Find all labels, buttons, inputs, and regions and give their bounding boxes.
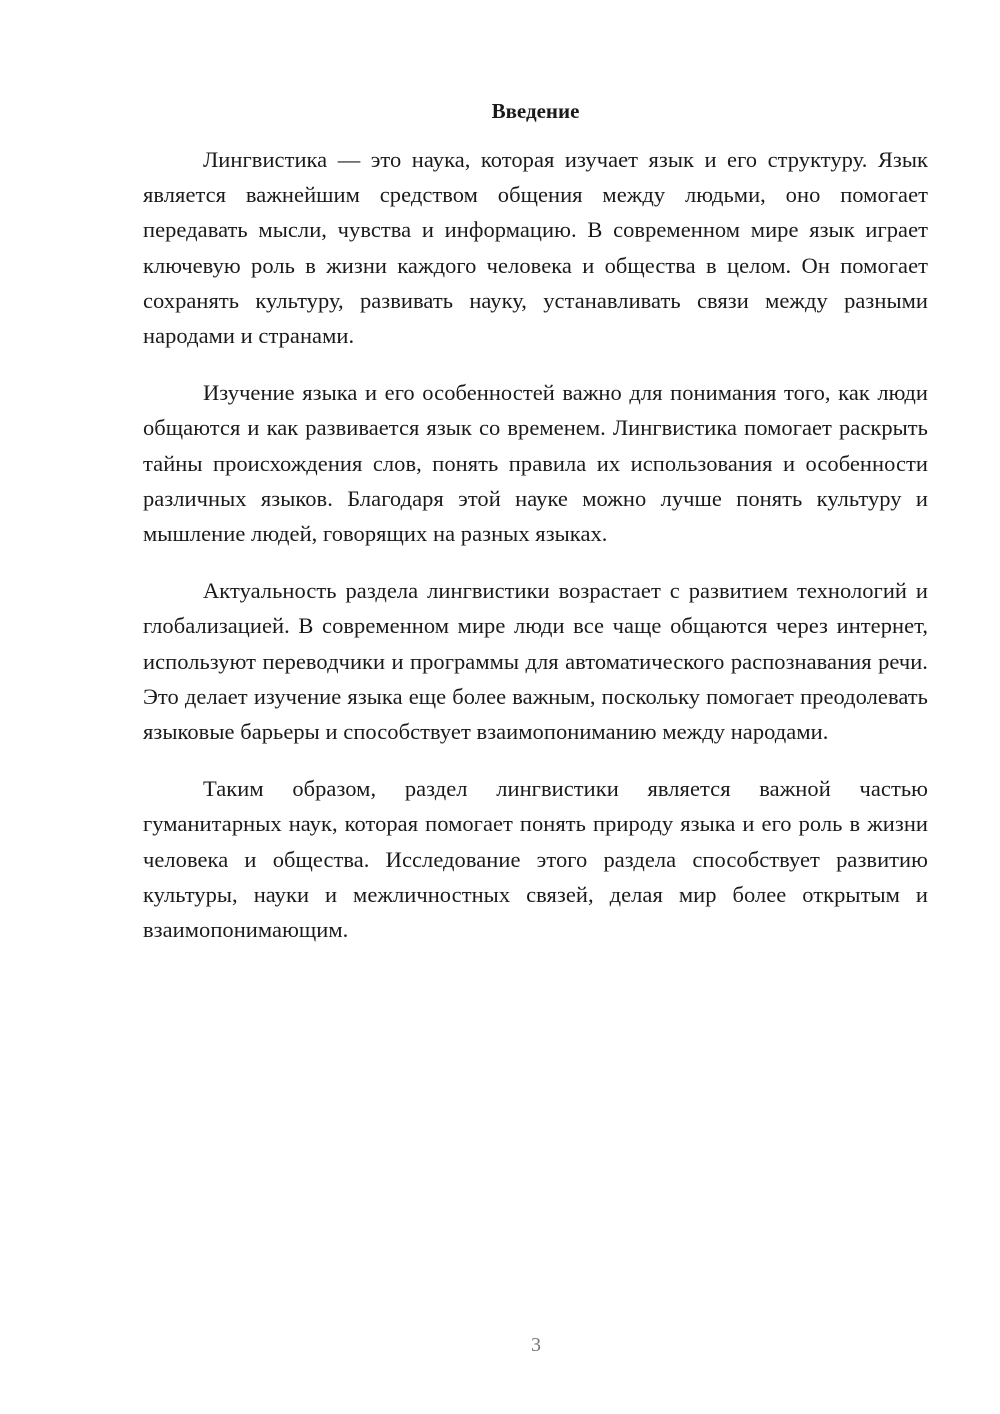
page-number: 3 — [531, 1334, 541, 1356]
page-title: Введение — [491, 99, 580, 123]
body-text — [143, 142, 928, 969]
paragraph-2: Изучение языка и его особенностей важно для понимания того, как люди общаются и как развивается язык со временем. Лингвистика помогает раскрыть тайны происхождения слов, понять правила их использования и особенности различных языков. Благодаря этой науке можно лучше понять культуру и мышление людей, говорящих на разных языках. — [143, 380, 928, 547]
paragraph-1: Лингвистика — это наука, которая изучает язык и его структуру. Язык является важнейшим средством общения между людьми, оно помогает передавать мысли, чувства и информацию. В современном мире язык играет ключевую роль в жизни каждого человека и общества в целом. Он помогает сохранять культуру, развивать науку, устанавливать связи между разными народами и странами. — [143, 147, 928, 349]
paragraph-3: Актуальность раздела лингвистики возрастает с развитием технологий и глобализацией. В современном мире люди все чаще общаются через интернет, используют переводчики и программы для автоматического распознавания речи. Это делает изучение языка еще более важным, поскольку помогает преодолевать языковые барьеры и способствует взаимопониманию между народами. — [143, 578, 928, 745]
paragraph-4: Таким образом, раздел лингвистики является важной частью гуманитарных наук, которая помогает понять природу языка и его роль в жизни человека и общества. Исследование этого раздела способствует развитию культуры, науки и межличностных связей, делая мир более открытым и взаимопонимающим. — [143, 776, 928, 943]
